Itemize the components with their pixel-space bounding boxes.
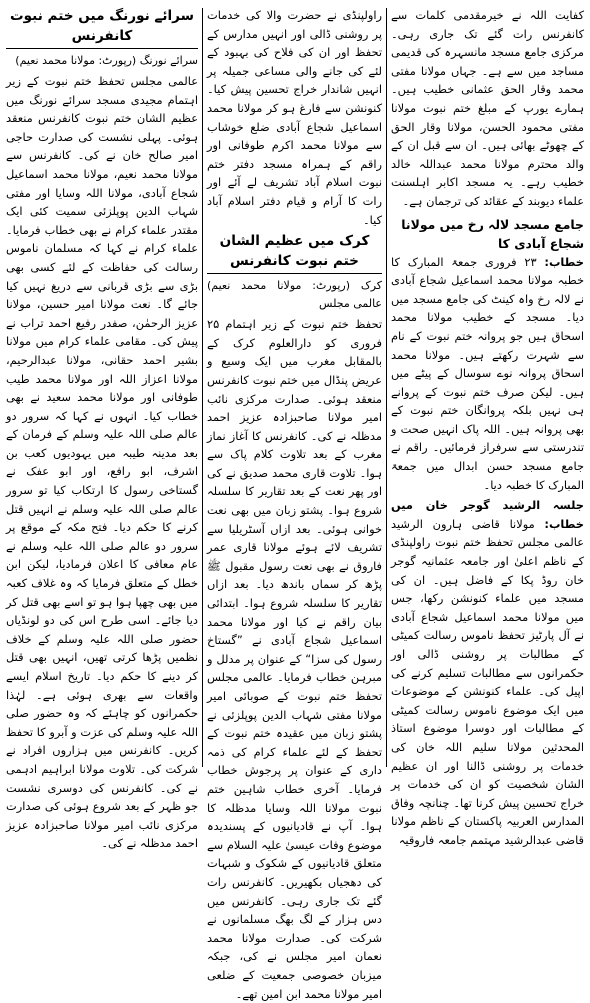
- headline-sarai-naurang: سرائے نورنگ میں ختم نبوت کانفرنس: [9, 8, 194, 44]
- subhead-gujar-khan: جلسہ الرشید گوجر خان میں خطاب:: [391, 498, 584, 531]
- column-middle: [206, 6, 382, 1001]
- dateline-karak: کرک (رپورٹ: مولانا محمد نعیم) عالمی مجلس: [207, 279, 382, 311]
- column-left: [6, 6, 198, 851]
- column-right: [391, 6, 584, 847]
- column-divider: [202, 8, 203, 767]
- headline-karak: کرک میں عظیم الشان ختم نبوت کانفرنس: [219, 233, 370, 270]
- article-karak: تحفظ ختم نبوت کے زیر اہتمام ۲۵ فروری کو دارالعلوم کرک کے بالمقابل مغرب میں ایک وسیع و عریض پنڈال میں ختم نبوت کانفرنس منعقد ہوئی۔ صدارت مرکزی نائب امیر مولانا صاحبزادہ عزیز احمد مدظلہ نے کی۔ کانفرنس کا آغاز نماز مغرب کے بعد تلاوت کلام پاک سے ہوا۔ تلاوت قاری محمد صدیق نے کی اور پھر نعت کے بعد تقاریر کا سلسلہ شروع ہوا۔ پشتو زبان میں بھی نعت خوانی ہوئی۔ بعد ازاں آسٹریلیا سے تشریف لائے ہوئے مولانا قاری عمر فاروق نے بھی نعت رسول مقبول ﷺ پڑھ کر سماں باندھ دیا۔ بعد ازاں تقاریر کا سلسلہ شروع ہوا۔ ابتدائی بیان راقم نے کیا اور مولانا محمد اسماعیل شجاع آبادی نے ”گستاخ رسول کی سزا“ کے عنوان پر مدلل و مبرہن خطاب فرمایا۔ عالمی مجلس تحفظ ختم نبوت کے صوبائی امیر مولانا مفتی شہاب الدین پوپلزئی نے پشتو زبان میں عقیدہ ختم نبوت کے تحفظ کے لئے علماء کرام کی ذمہ داری کے عنوان پر پرجوش خطاب فرمایا۔ آخری خطاب شاہین ختم نبوت مولانا اللہ وسایا مدظلہ کا ہوا۔ آپ نے قادیانیوں کے پسندیدہ موضوع وفات عیسیٰ علیہ السلام سے متعلق قادیانیوں کے شکوک و شبہات کی دھجیاں بکھیریں۔ کانفرنس رات گئے تک جاری رہی۔ کانفرنس میں دس ہزار کے لگ بھگ مسلمانوں نے شرکت کی۔ صدارت مولانا محمد نعمان امیر مجلس نے کی، جبکہ میزبان خصوصی جمعیت کے ضلعی امیر مولانا محمد ابن امین تھے۔: [206, 317, 382, 1001]
- article-lala-rukh: [391, 253, 584, 495]
- column-divider: [386, 8, 387, 767]
- article-lala-rukh-body: ۲۳ فروری جمعۃ المبارک کا خطبہ مولانا محمد اسماعیل شجاع آبادی نے لالہ رخ واہ کینٹ کی جامع مسجد میں دیا۔ مسجد کے خطیب مولانا محمد اسحاق ہیں جو پروانہ ختم نبوت کے نام سے شہرت رکھتے ہیں۔ مولانا محمد اسحاق پروانہ نوے سوسال کے پیٹے میں ہیں۔ لیکن صرف ختم نبوت کے پروانے ہی نہیں بلکہ پروانگان ختم نبوت کے بھی پروانہ ہیں۔ اللہ پاک انہیں صحت و تندرستی سے سرفراز فرمائیں۔ راقم نے جامع مسجد حسن ابدال میں جمعۃ المبارک کا خطبہ دیا۔: [391, 254, 584, 492]
- article-gujar-khan: [391, 496, 584, 849]
- lead-khitab: خطاب:: [544, 254, 584, 269]
- dateline-sarai-naurang: سرائے نورنگ (رپورٹ: مولانا محمد نعیم): [15, 54, 198, 67]
- article-continuation-rawalpindi: راولپنڈی نے حضرت والا کی خدمات پر روشنی ڈالی اور انہیں مدارس کے تحفظ اور ان کی فلاح کی بہبود کے لئے کی جانے والی مساعی جمیلہ پر انہیں شاندار خراج تحسین پیش کیا۔ کنونشن سے فارغ ہو کر مولانا محمد اسماعیل شجاع آبادی ضلع خوشاب سے مولانا محمد اکرم طوفانی اور راقم کے ہمراہ مسجد دفتر ختم نبوت اسلام آباد تشریف لے آئے اور رات کا آرام و قیام دفتر اسلام آباد کیا۔: [207, 8, 382, 227]
- headline-box-karak: [207, 231, 382, 274]
- headline-box-sarai-naurang: [6, 6, 198, 49]
- article-continuation-mansehra: کفایت اللہ نے خیرمقدمی کلمات سے کانفرنس رات گئے تک جاری رہی۔ مرکزی جامع مسجد مانسہرہ کی قدیمی مساجد میں سے ہے۔ جہاں مولانا مفتی محمد وقار الحق عثمانی خطیب ہیں۔ ہمارے یورپ کے مبلغ ختم نبوت مولانا مفتی محمود الحسن، مولانا وقار الحق کے چھوٹے بھائی ہیں۔ ان سے قبل ان کے والد محترم مولانا محمد عبداللہ خالد خطیب رہے۔ یہ مسجد اکابر اہلسنت علماء دیوبند کے عقائد کی ترجمان ہے۔: [391, 8, 584, 208]
- article-sarai-naurang: عالمی مجلس تحفظ ختم نبوت کے زیر اہتمام مجیدی مسجد سرائے نورنگ میں عظیم الشان ختم نبوت کانفرنس منعقد ہوئی۔ پہلی نشست کی صدارت حاجی امیر صالح خان نے کی۔ کانفرنس سے مولانا محمد نعیم، مولانا محمد اسماعیل شجاع آبادی، مولانا اللہ وسایا اور مفتی شہاب الدین پوپلزئی سمیت کئی ایک مقتدر علماء کرام نے بھی خطاب فرمایا۔ علماء کرام نے کہا کہ مسلمان ناموس رسالت کی حفاظت کے لئے کسی بھی بڑی سے بڑی قربانی سے دریغ نہیں کیا جائے گا۔ نعت مولانا امیر حسین، مولانا عزیز الرحمٰن، صفدر رفیع احمد تراب نے پیش کی۔ مقامی علماء کرام میں مولانا بشیر احمد حقانی، مولانا عبدالرحیم، مولانا اعزاز اللہ اور مولانا محمد طیب طوفانی اور مولانا محمد سعید نے بھی خطاب کیا۔ انہوں نے کہا کہ سرور دو عالم صلی اللہ علیہ وسلم کے فرمان کے بعد مدینہ طیبہ میں یہودیوں کعب بن اشرف، ابو رافع، اور ابو عفک نے گستاخی رسول کا ارتکاب کیا تو سرور عالم صلی اللہ علیہ وسلم نے انہیں قتل کرنے کا حکم دیا۔ فتح مکہ کے موقع پر سرور دو عالم صلی اللہ علیہ وسلم نے عام معافی کا اعلان فرمادیا، لیکن ابن خطل کے متعلق فرمایا کہ وہ غلاف کعبہ میں بھی چھپا ہوا ہو تو اسے بھی قتل کر دیا جائے۔ اسی طرح اس کی دو لونڈیاں حضور صلی اللہ علیہ وسلم کے خلاف نظمیں پڑھا کرتی تھیں، انہیں بھی قتل کر دینے کا حکم دیا۔ تاریخ اسلام ایسے واقعات سے بھری ہوئی ہے۔ لہٰذا حکمرانوں کو چاہئے کہ وہ حضور صلی اللہ علیہ وسلم کی عزت و آبرو کا تحفظ کریں۔ کانفرنس میں ہزاروں افراد نے شرکت کی۔ تلاوت مولانا ابراہیم ادہمی نے کی۔ کانفرنس کی دوسری نشست جو ظہر کے بعد شروع ہوئی کی صدارت مرکزی نائب امیر مولانا صاحبزادہ عزیز احمد مدظلہ نے کی۔: [6, 74, 198, 851]
- article-gujar-khan-body: مولانا قاضی ہارون الرشید عالمی مجلس تحفظ ختم نبوت راولپنڈی کے ناظم اعلیٰ اور جامعہ عثمانیہ گوجر خان روڈ پکا کے فاضل ہیں۔ ان کی مسجد میں علماء کنونشن رکھا، جس میں مولانا محمد اسماعیل شجاع آبادی نے آل پارٹیز تحفظ ناموس رسالت کمیٹی کے مطالبات پر روشنی ڈالی اور حکمرانوں سے مطالبات تسلیم کرنے کی اپیل کی۔ علماء کنونشن کے موضوعات میں ایک موضوع ناموس رسالت کمیٹی کے مطالبات اور دوسرا موضوع استاذ المحدثین مولانا سلیم اللہ خان کی خدمات پر روشنی ڈالنا اور ان عظیم الشان شخصیت کو ان کی خدمات پر خراج تحسین پیش کرنا تھا۔ چنانچہ وفاق المدارس العربیہ پاکستان کے ناظم مولانا قاضی عبدالرشید مہتمم جامعہ فاروقیہ: [391, 516, 584, 847]
- subhead-lala-rukh: جامع مسجد لالہ رخ میں مولانا شجاع آبادی کا: [401, 216, 584, 251]
